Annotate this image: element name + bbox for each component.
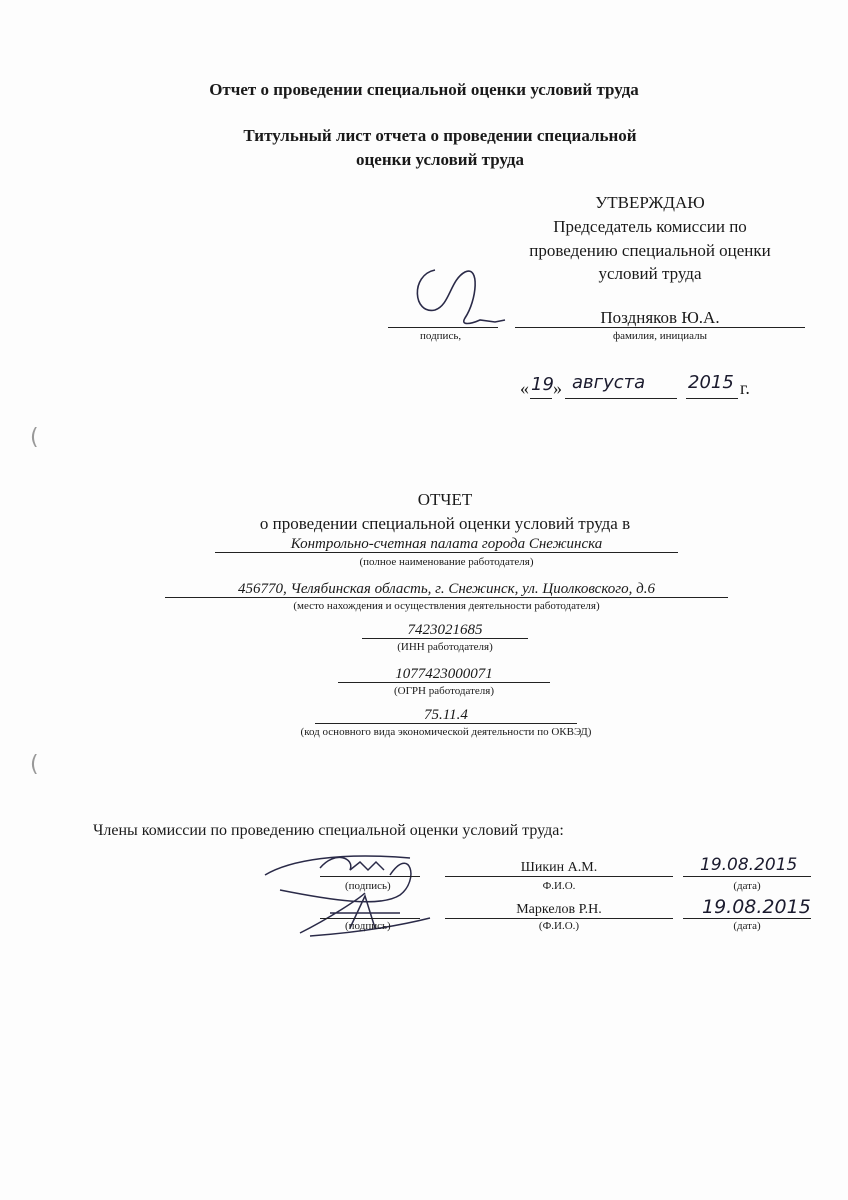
employer-inn: 7423021685 — [407, 622, 483, 638]
member-2-signature-line — [320, 918, 420, 919]
member-2-name: Маркелов Р.Н. — [516, 902, 602, 917]
date-day-line — [530, 398, 552, 399]
report-subheading: о проведении специальной оценки условий труда в — [259, 514, 631, 533]
date-suffix: г. — [740, 378, 750, 398]
member-1-name-caption: Ф.И.О. — [542, 880, 576, 892]
member-2-signature-caption: (подпись) — [345, 920, 391, 932]
member-2-name-caption: (Ф.И.О.) — [538, 920, 580, 932]
title-page-heading-line1: Титульный лист отчета о проведении специальной — [243, 126, 637, 145]
punch-hole-mark-2: ( — [30, 752, 39, 777]
date-day: 19 — [531, 374, 554, 395]
member-1-name: Шикин А.М. — [520, 860, 598, 875]
employer-address-caption: (место нахождения и осуществления деятельности работодателя) — [293, 600, 600, 612]
member-1-date-caption: (дата) — [733, 880, 761, 892]
chairman-name-caption: фамилия, инициалы — [612, 330, 708, 342]
member-1-name-line — [445, 876, 673, 877]
title-page-heading-line2: оценки условий труда — [356, 150, 524, 169]
punch-hole-mark-1: ( — [30, 425, 39, 450]
member-2-date: 19.08.2015 — [702, 896, 811, 918]
date-open-quote: « — [520, 378, 529, 398]
member-1-date-line — [683, 876, 811, 877]
commission-heading: Члены комиссии по проведению специальной оценки условий труда: — [93, 822, 564, 839]
document-title: Отчет о проведении специальной оценки условий труда — [209, 80, 639, 99]
employer-name-caption: (полное наименование работодателя) — [359, 556, 534, 568]
chairman-signature — [405, 260, 525, 340]
chairman-signature-line — [388, 327, 498, 328]
member-2-date-line — [683, 918, 811, 919]
member-1-signature-line — [320, 876, 420, 877]
member-2-date-caption: (дата) — [733, 920, 761, 932]
approval-position-line1: Председатель комиссии по — [553, 217, 747, 236]
employer-address: 456770, Челябинская область, г. Снежинск, ул. Циолковского, д.6 — [238, 581, 655, 597]
approval-position-line3: условий труда — [598, 264, 702, 283]
approval-heading: УТВЕРЖДАЮ — [595, 193, 705, 212]
employer-okved: 75.11.4 — [424, 707, 468, 723]
date-year: 2015 — [688, 372, 734, 393]
date-month: августа — [572, 372, 646, 393]
member-1-signature-caption: (подпись) — [345, 880, 391, 892]
date-year-line — [686, 398, 738, 399]
member-1-date: 19.08.2015 — [700, 855, 798, 875]
employer-ogrn-caption: (ОГРН работодателя) — [393, 685, 495, 697]
employer-inn-caption: (ИНН работодателя) — [397, 641, 493, 653]
employer-okved-caption: (код основного вида экономической деятельности по ОКВЭД) — [300, 726, 592, 738]
report-heading: ОТЧЕТ — [417, 490, 473, 509]
chairman-name: Поздняков Ю.А. — [600, 308, 720, 327]
approval-position-line2: проведению специальной оценки — [529, 241, 771, 260]
date-month-line — [565, 398, 677, 399]
employer-name: Контрольно-счетная палата города Снежинска — [290, 536, 603, 552]
employer-ogrn: 1077423000071 — [395, 666, 493, 682]
chairman-signature-caption: подпись, — [420, 330, 462, 342]
date-close-quote: » — [553, 378, 562, 398]
member-2-name-line — [445, 918, 673, 919]
